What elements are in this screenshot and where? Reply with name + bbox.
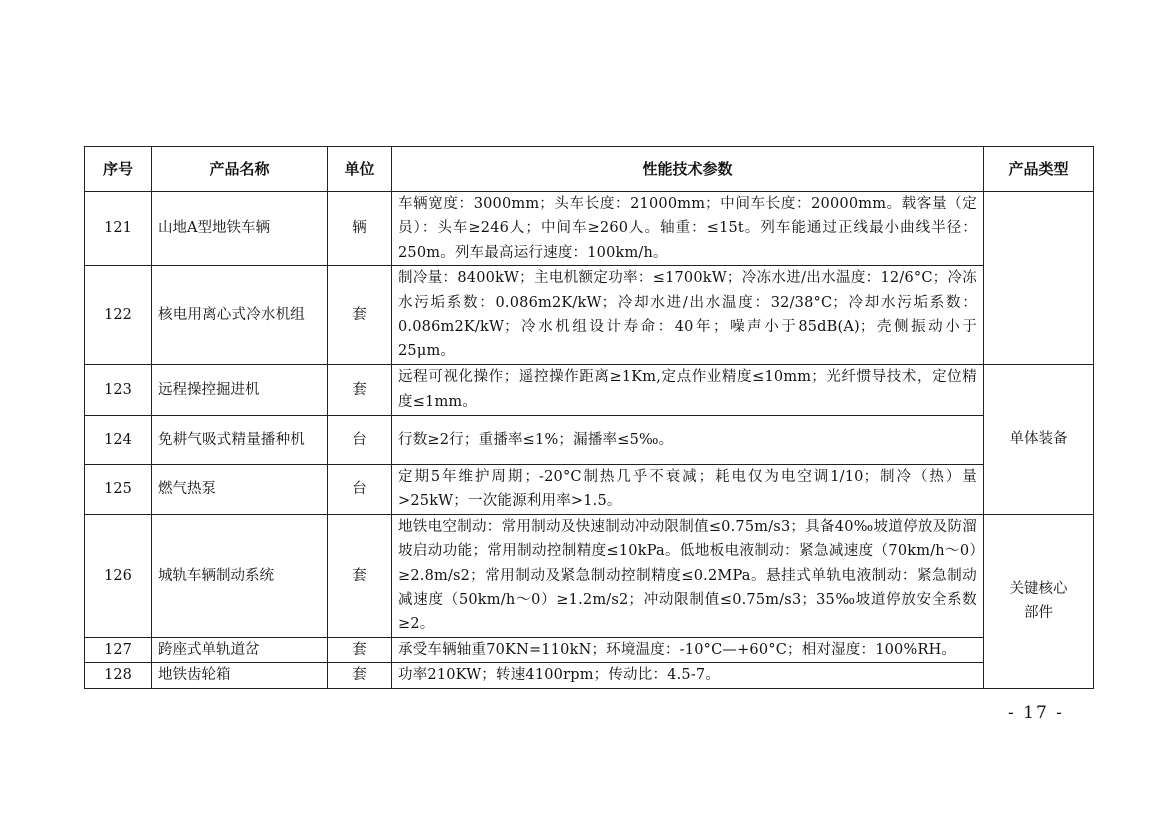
row-params: 行数≥2行；重播率≤1%；漏播率≤5‰。 — [392, 415, 984, 464]
table-row — [85, 637, 1094, 662]
row-name: 燃气热泵 — [152, 464, 328, 514]
table-row — [85, 266, 1094, 365]
table-row — [85, 415, 1094, 464]
row-type-empty — [984, 192, 1094, 365]
row-unit: 套 — [328, 364, 392, 415]
table-header-row — [85, 147, 1094, 192]
row-params: 车辆宽度：3000mm；头车长度：21000mm；中间车长度：20000mm。载客量（定员）：头车≥246人；中间车≥260人。轴重：≤15t。列车能通过正线最小曲线半径：250m。列车最高运行速度：100km/h。 — [392, 192, 984, 266]
header-type: 产品类型 — [984, 147, 1094, 192]
row-no: 128 — [85, 663, 152, 688]
row-name: 免耕气吸式精量播种机 — [152, 415, 328, 464]
row-unit: 套 — [328, 266, 392, 365]
header-params: 性能技术参数 — [392, 147, 984, 192]
row-unit: 套 — [328, 637, 392, 662]
row-params: 功率210KW；转速4100rpm；传动比：4.5-7。 — [392, 663, 984, 688]
header-unit: 单位 — [328, 147, 392, 192]
row-name: 地铁齿轮箱 — [152, 663, 328, 688]
row-no: 124 — [85, 415, 152, 464]
row-unit: 套 — [328, 663, 392, 688]
page-number: - 17 - — [1008, 703, 1064, 723]
row-no: 121 — [85, 192, 152, 266]
table-row — [85, 663, 1094, 688]
row-name: 跨座式单轨道岔 — [152, 637, 328, 662]
table-row — [85, 464, 1094, 514]
table-row — [85, 364, 1094, 415]
row-params: 远程可视化操作；遥控操作距离≥1Km,定点作业精度≤10mm；光纤惯导技术，定位精度≤1mm。 — [392, 364, 984, 415]
row-no: 126 — [85, 514, 152, 637]
row-params: 定期5年维护周期；-20°C制热几乎不衰减；耗电仅为电空调1/10；制冷（热）量>25kW；一次能源利用率>1.5。 — [392, 464, 984, 514]
row-unit: 辆 — [328, 192, 392, 266]
row-name: 城轨车辆制动系统 — [152, 514, 328, 637]
row-name: 远程操控掘进机 — [152, 364, 328, 415]
row-unit: 台 — [328, 415, 392, 464]
row-name: 山地A型地铁车辆 — [152, 192, 328, 266]
row-no: 125 — [85, 464, 152, 514]
row-type: 关键核心部件 — [984, 514, 1094, 688]
row-params: 制冷量：8400kW；主电机额定功率：≤1700kW；冷冻水进/出水温度：12/6°C；冷冻水污垢系数：0.086m2K/kW；冷却水进/出水温度：32/38°C；冷却水污垢系数：0.086m2K/kW；冷水机组设计寿命：40年；噪声小于85dB(A)；壳侧振动小于25μm。 — [392, 266, 984, 365]
table-row — [85, 192, 1094, 266]
row-unit: 台 — [328, 464, 392, 514]
row-no: 123 — [85, 364, 152, 415]
product-table — [84, 146, 1094, 689]
header-no: 序号 — [85, 147, 152, 192]
row-unit: 套 — [328, 514, 392, 637]
header-name: 产品名称 — [152, 147, 328, 192]
row-params: 承受车辆轴重70KN=110kN；环境温度：-10°C—+60°C；相对湿度：100%RH。 — [392, 637, 984, 662]
row-name: 核电用离心式冷水机组 — [152, 266, 328, 365]
row-type: 单体装备 — [984, 364, 1094, 514]
row-no: 127 — [85, 637, 152, 662]
row-params: 地铁电空制动：常用制动及快速制动冲动限制值≤0.75m/s3；具备40‰坡道停放及防溜坡启动功能；常用制动控制精度≤10kPa。低地板电液制动：紧急减速度（70km/h～0）≥2.8m/s2；常用制动及紧急制动控制精度≤0.2MPa。悬挂式单轨电液制动：紧急制动减速度（50km/h～0）≥1.2m/s2；冲动限制值≤0.75m/s3；35‰坡道停放安全系数≥2。 — [392, 514, 984, 637]
row-no: 122 — [85, 266, 152, 365]
table-row — [85, 514, 1094, 637]
